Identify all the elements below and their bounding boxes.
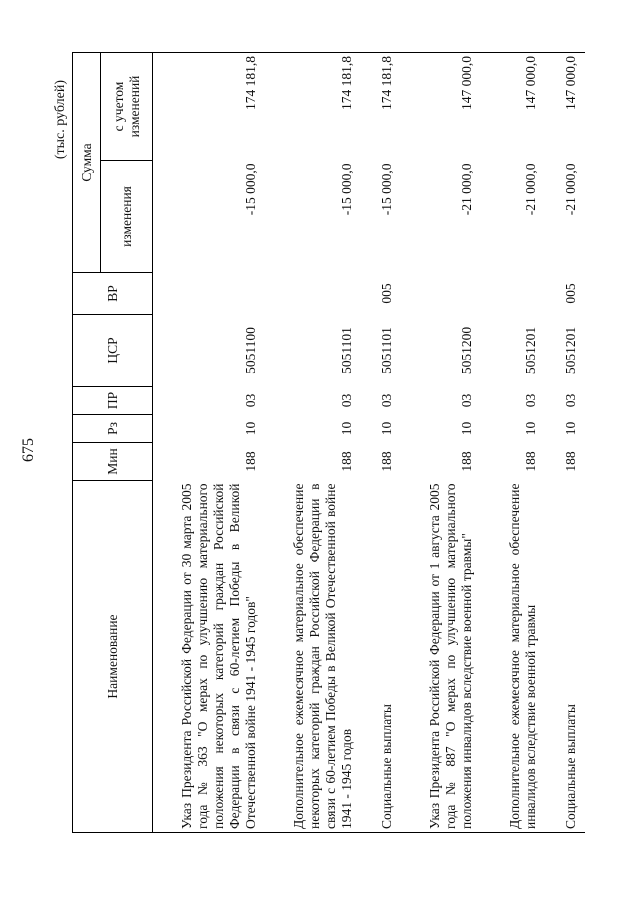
row-pr: 03 bbox=[338, 393, 354, 408]
table-row bbox=[545, 52, 585, 832]
header-csr: ЦСР bbox=[73, 315, 153, 387]
header-pr: ПР bbox=[73, 387, 153, 415]
budget-table bbox=[72, 52, 585, 833]
row-min: 188 bbox=[338, 451, 354, 472]
row-pr: 03 bbox=[458, 393, 474, 408]
header-min: Мин bbox=[73, 443, 153, 481]
row-total: 147 000,0 bbox=[401, 52, 481, 160]
row-rz: 10 bbox=[242, 421, 258, 436]
row-vr bbox=[401, 273, 481, 315]
row-vr bbox=[153, 273, 265, 315]
header-rz: Рз bbox=[73, 415, 153, 443]
row-name: Социальные выплаты bbox=[545, 481, 585, 833]
row-vr bbox=[481, 273, 545, 315]
table-row bbox=[153, 52, 265, 832]
row-total: 147 000,0 bbox=[481, 52, 545, 160]
row-change: -21 000,0 bbox=[522, 163, 538, 216]
table-row bbox=[361, 52, 401, 832]
row-csr: 5051201 bbox=[522, 326, 538, 375]
row-rz: 10 bbox=[562, 421, 578, 436]
header-vr: ВР bbox=[73, 273, 153, 315]
table-row bbox=[481, 52, 545, 832]
row-total: 174 181,8 bbox=[361, 52, 401, 160]
table-row bbox=[265, 52, 361, 832]
row-rz: 10 bbox=[458, 421, 474, 436]
row-min: 188 bbox=[522, 451, 538, 472]
row-change: -21 000,0 bbox=[458, 163, 474, 216]
page-number: 675 bbox=[20, 438, 37, 462]
units-label: (тыс. рублей) bbox=[53, 80, 68, 160]
row-csr: 5051100 bbox=[242, 327, 258, 374]
row-pr: 03 bbox=[242, 393, 258, 408]
row-csr: 5051101 bbox=[378, 327, 394, 374]
table-body bbox=[153, 52, 585, 832]
header-sum: Сумма bbox=[73, 52, 101, 272]
row-min: 188 bbox=[378, 451, 394, 472]
row-csr: 5051101 bbox=[338, 327, 354, 374]
row-name: Указ Президента Российской Федерации от 30 марта 2005 года № 363 "О мерах по улучшению материального положения некоторых категорий граждан Российской Федерации в связи с 60-летием Победы в Великой Отечественной войне 1941 - 1945 годов" bbox=[153, 481, 265, 833]
row-min: 188 bbox=[242, 451, 258, 472]
row-name: Указ Президента Российской Федерации от 1 августа 2005 года № 887 "О мерах по улучшению материального положения инвалидов вследствие военной травмы" bbox=[401, 481, 481, 833]
row-min: 188 bbox=[458, 451, 474, 472]
row-total: 147 000,0 bbox=[545, 52, 585, 160]
row-rz: 10 bbox=[378, 421, 394, 436]
row-rz: 10 bbox=[522, 421, 538, 436]
row-vr: 005 bbox=[378, 283, 394, 304]
row-name: Дополнительное ежемесячное материальное обеспечение некоторых категорий граждан Российской Федерации в связи с 60-летием Победы в Великой Отечественной войне 1941 - 1945 годов bbox=[265, 481, 361, 833]
row-pr: 03 bbox=[378, 393, 394, 408]
table-row bbox=[401, 52, 481, 832]
row-name: Дополнительное ежемесячное материальное обеспечение инвалидов вследствие военной травмы bbox=[481, 481, 545, 833]
row-pr: 03 bbox=[522, 393, 538, 408]
header-with-change: с учетом изменений bbox=[101, 52, 153, 160]
row-vr: 005 bbox=[562, 283, 578, 304]
header-name: Наименование bbox=[73, 481, 153, 833]
row-csr: 5051201 bbox=[562, 326, 578, 375]
row-csr: 5051200 bbox=[458, 326, 474, 375]
header-change: изменения bbox=[101, 161, 153, 273]
row-change: -15 000,0 bbox=[242, 163, 258, 216]
row-change: -15 000,0 bbox=[338, 163, 354, 216]
row-min: 188 bbox=[562, 451, 578, 472]
row-rz: 10 bbox=[338, 421, 354, 436]
row-pr: 03 bbox=[562, 393, 578, 408]
row-name: Социальные выплаты bbox=[361, 481, 401, 833]
row-total: 174 181,8 bbox=[153, 52, 265, 160]
row-total: 174 181,8 bbox=[265, 52, 361, 160]
row-change: -15 000,0 bbox=[378, 163, 394, 216]
row-vr bbox=[265, 273, 361, 315]
row-change: -21 000,0 bbox=[562, 163, 578, 216]
